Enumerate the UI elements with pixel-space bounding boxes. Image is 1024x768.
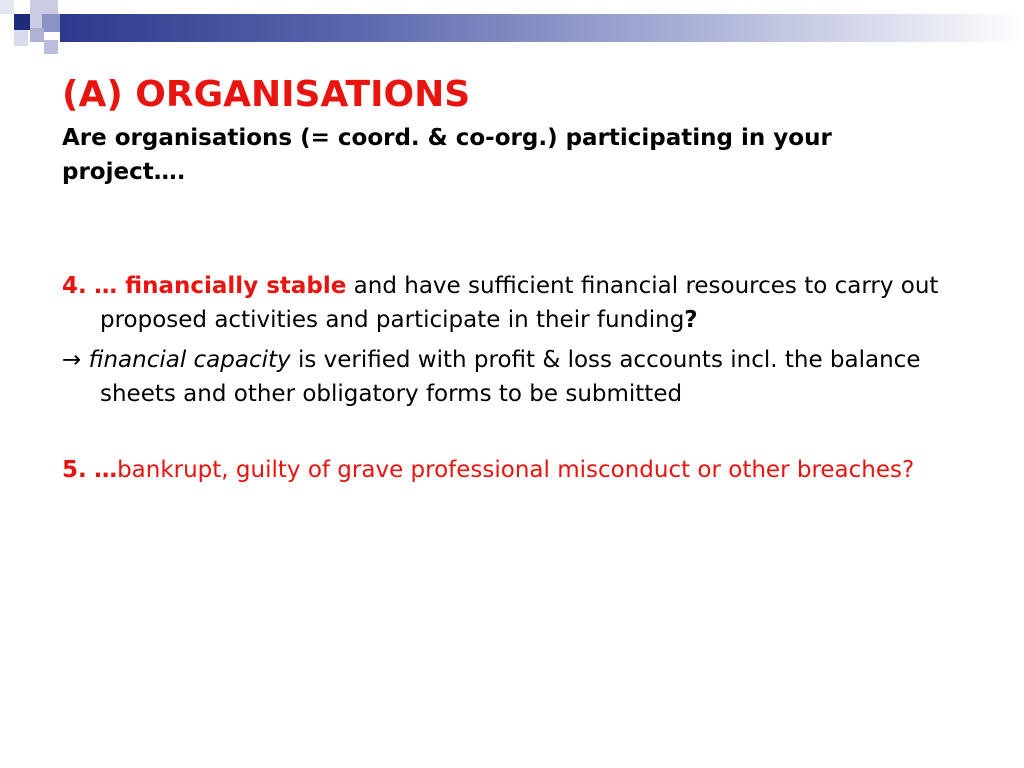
item-5-text: bankrupt, guilty of grave professional misconduct or other breaches? [117,457,915,483]
note-financial-capacity [62,343,967,411]
item-5 [62,453,967,487]
item-4 [62,269,967,337]
item-4-lead: … financially stable [94,273,347,299]
item-4-question-mark: ? [684,307,698,333]
decor-square [42,14,60,32]
item-4-number: 4. [62,273,87,299]
top-gradient-band [60,14,1024,42]
decor-square [14,14,30,30]
arrow-right-icon: → [62,347,82,373]
item-5-number: 5. [62,457,87,483]
decor-square [30,28,44,42]
slide-subtitle: Are organisations (= coord. & co-org.) participating in your project…. [62,125,832,185]
slide-body [62,269,967,487]
decor-square [0,0,14,14]
decor-square [14,30,28,46]
slide-title: (A) ORGANISATIONS [62,74,471,115]
decor-square [44,40,58,54]
note-text: is verified with profit & loss accounts incl. the balance sheets and other obligatory forms to be submitted [100,347,921,407]
item-4-text: and have sufficient financial resources to carry out proposed activities and participate in their funding [100,273,939,333]
note-term: financial capacity [88,347,291,373]
item-5-lead: … [94,457,118,483]
